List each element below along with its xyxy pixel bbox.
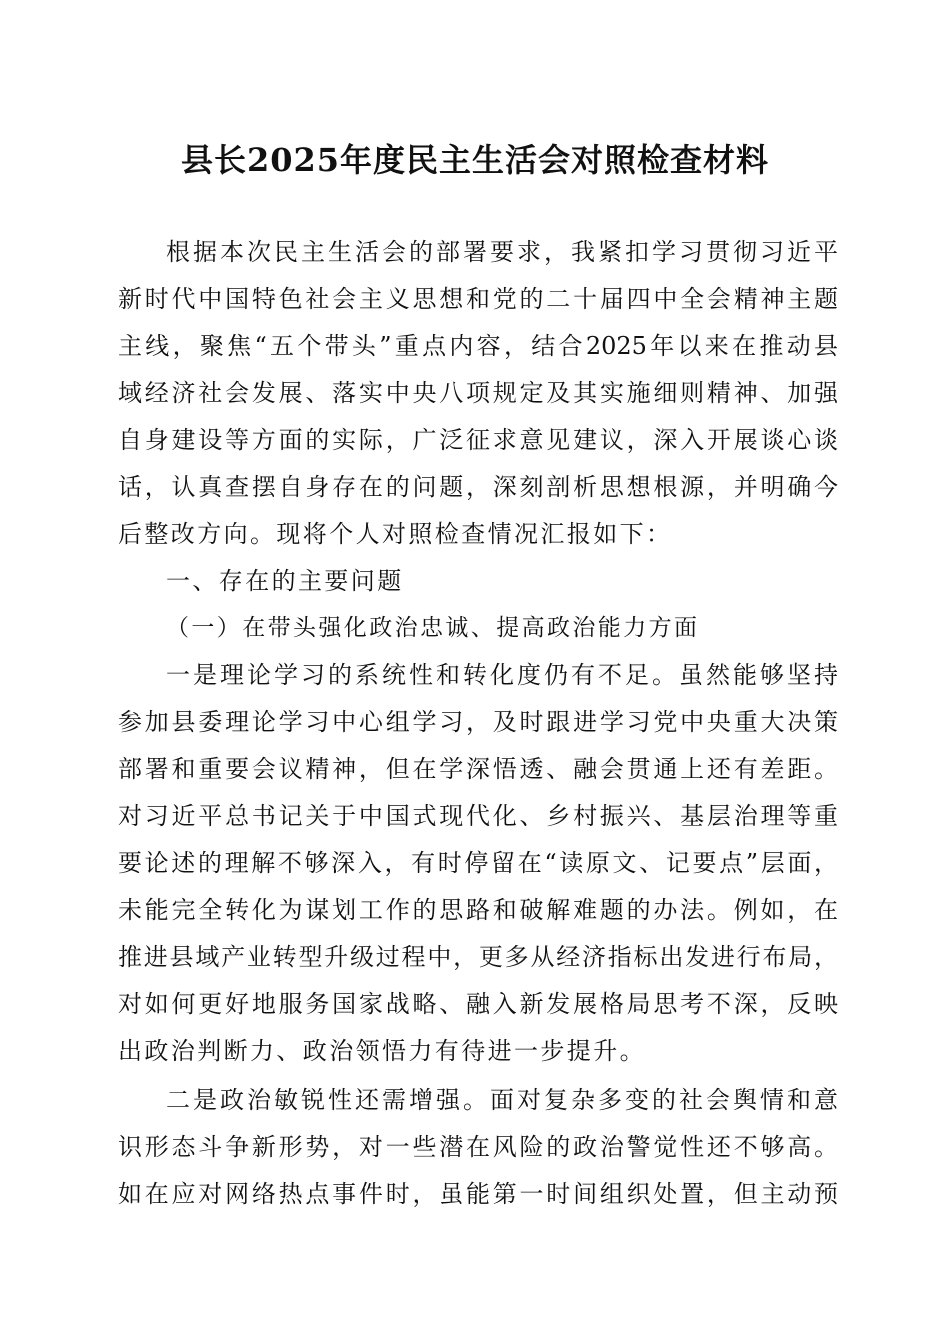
- item-line: 部署和重要会议精神，但在学深悟透、融会贯通上还有差距。: [118, 755, 838, 783]
- item-line: 出政治判断力、政治领悟力有待进一步提升。: [118, 1037, 646, 1065]
- intro-line: 自身建设等方面的实际，广泛征求意见建议，深入开展谈心谈: [118, 426, 838, 454]
- item-line: 未能完全转化为谋划工作的思路和破解难题的办法。例如，在: [118, 896, 838, 924]
- item-line: 识形态斗争新形势，对一些潜在风险的政治警觉性还不够高。: [118, 1133, 838, 1161]
- subsection-heading: （一）在带头强化政治忠诚、提高政治能力方面: [166, 615, 700, 641]
- item-line: 对如何更好地服务国家战略、融入新发展格局思考不深，反映: [118, 990, 838, 1018]
- item-line: 对习近平总书记关于中国式现代化、乡村振兴、基层治理等重: [118, 802, 838, 830]
- intro-line: 主线，聚焦“五个带头”重点内容，结合2025年以来在推动县: [118, 332, 838, 360]
- item-line: 一是理论学习的系统性和转化度仍有不足。虽然能够坚持: [166, 661, 838, 689]
- intro-line: 新时代中国特色社会主义思想和党的二十届四中全会精神主题: [118, 285, 838, 313]
- intro-line: 根据本次民主生活会的部署要求，我紧扣学习贯彻习近平: [166, 238, 838, 266]
- intro-line: 话，认真查摆自身存在的问题，深刻剖析思想根源，并明确今: [118, 473, 838, 501]
- intro-line: 后整改方向。现将个人对照检查情况汇报如下：: [118, 520, 673, 548]
- item-line: 参加县委理论学习中心组学习，及时跟进学习党中央重大决策: [118, 708, 838, 736]
- item-line: 推进县域产业转型升级过程中，更多从经济指标出发进行布局，: [118, 943, 838, 971]
- document-title: 县长2025年度民主生活会对照检查材料: [180, 141, 770, 179]
- item-line: 二是政治敏锐性还需增强。面对复杂多变的社会舆情和意: [166, 1086, 838, 1114]
- item-line: 要论述的理解不够深入，有时停留在“读原文、记要点”层面，: [118, 849, 838, 877]
- section-heading: 一、存在的主要问题: [166, 567, 404, 595]
- intro-line: 域经济社会发展、落实中央八项规定及其实施细则精神、加强: [118, 379, 838, 407]
- item-line: 如在应对网络热点事件时，虽能第一时间组织处置，但主动预: [118, 1180, 838, 1208]
